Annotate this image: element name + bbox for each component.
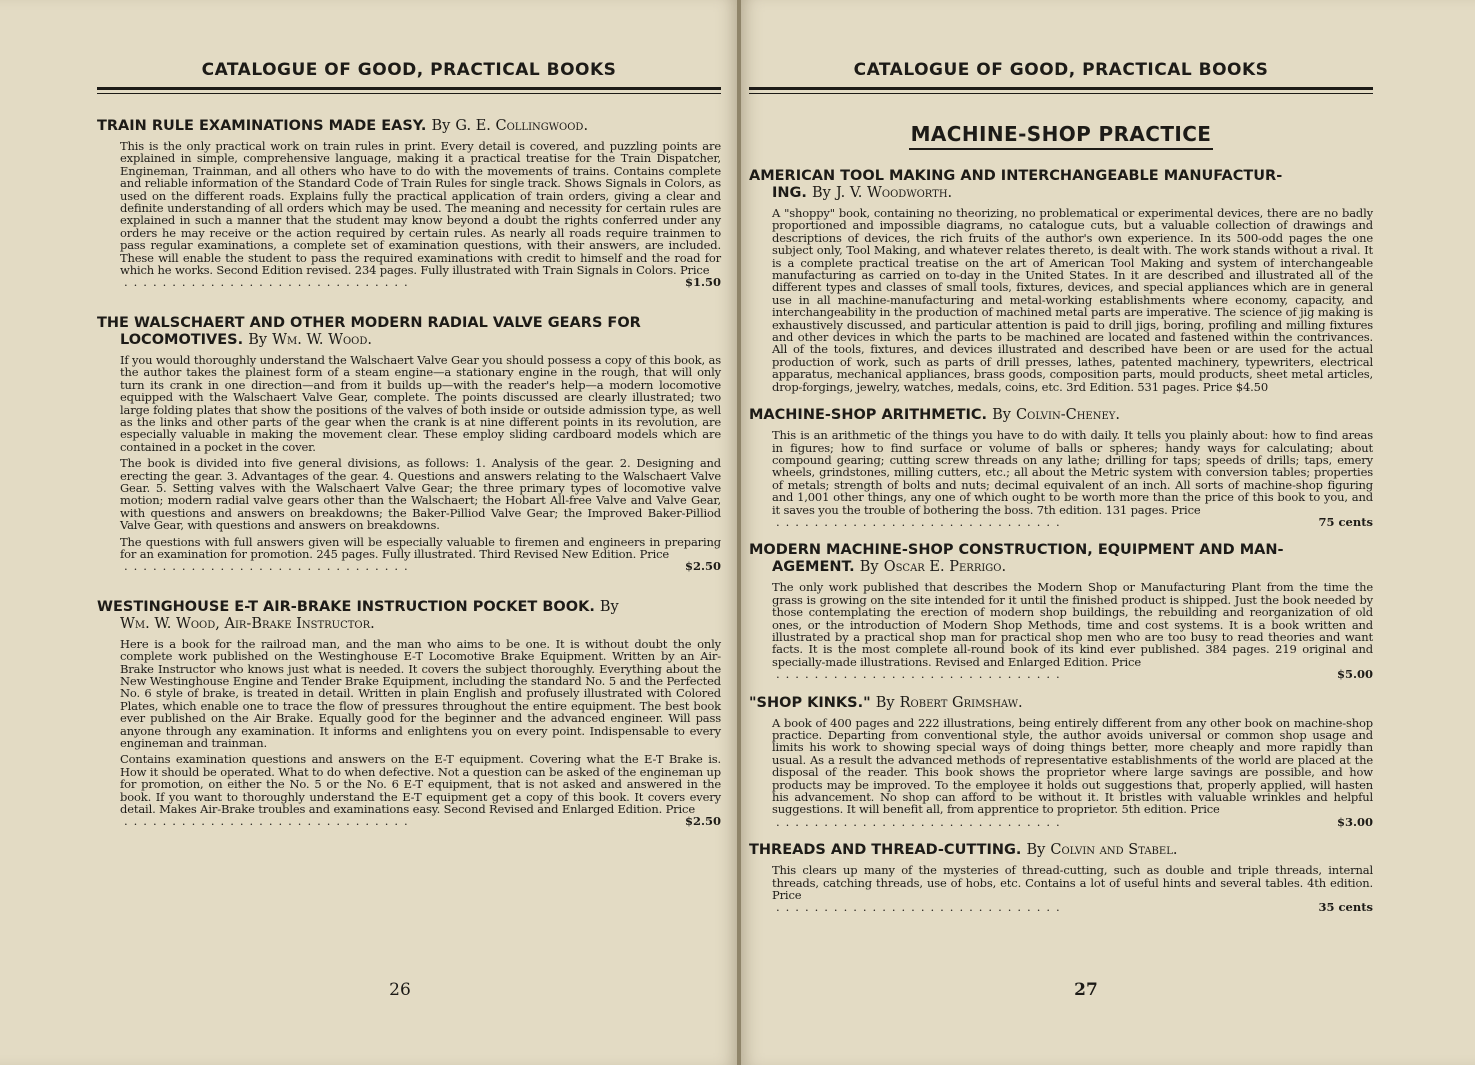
book-entry	[749, 407, 1373, 528]
page-number: 26	[389, 980, 411, 1000]
price-line: .............................. $3.00	[776, 814, 1373, 829]
price: $1.50	[684, 275, 721, 290]
entry-title: MODERN MACHINE-SHOP CONSTRUCTION, EQUIPMENT AND MAN- AGEMENT. By Oscar E. Perrigo.	[749, 542, 1284, 576]
book-entry	[97, 118, 721, 289]
entry-description: The book is divided into five general divisions, as follows: 1. Analysis of the gear. 2. Designing and erecting the gear. 3. Advantages of the gear. 4. Questions and answers relating to the Walschaert Valve Gear. 5. Setting valves with the Walschaert Valve Gear; the three primary types of locomotive valve motion; modern radial valve gears other than the Walschaert; the Hobart All-free Valve and Valve Gear, with questions and answers on breakdowns; the Baker-Pilliod Valve Gear; the Improved Baker-Pilliod Valve Gear, with questions and answers on breakdowns.	[120, 456, 721, 533]
entry-description: A "shoppy" book, containing no theorizing, no problematical or experimental devices, there are no badly proportioned and impossible diagrams, no catalogue cuts, but a valuable collection of drawings and descriptions of devices, the rich fruits of the author's own experience. In its 500-odd pages the one subject only, Tool Making, and whatever relates thereto, is dealt with. The work stands without a rival. It is a complete practical treatise on the art of American Tool Making and system of interchangeable manufacturing as carried on to-day in the United States. In it are described and illustrated all of the different types and classes of small tools, fixtures, devices, and special appliances which are in general use in all machine-manufacturing and metal-working establishments where economy, capacity, and interchangeability in the production of machined metal parts are imperative. The science of jig making is exhaustively discussed, and particular attention is paid to drill jigs, boring, profiling and milling fixtures and other devices in which the parts to be machined are located and fastened within the contrivances. All of the tools, fixtures, and devices illustrated and described have been or are used for the actual production of work, such as parts of drill presses, lathes, patented machinery, typewriters, electrical apparatus, mechanical appliances, brass goods, composition parts, mould products, sheet metal articles, drop-forgings, jewelry, watches, medals, coins, etc. 3rd Edition. 531 pages. Price $4.50	[772, 206, 1373, 394]
entry-description: Here is a book for the railroad man, and the man who aims to be one. It is without doubt the only complete work published on the Westinghouse E-T Locomotive Brake Equipment. Written by an Air-Brake Instructor who knows just what is needed. It covers the subject thoroughly. Everything about the New Westinghouse Engine and Tender Brake Equipment, including the standard No. 5 and the Perfected No. 6 style of brake, is treated in detail. Written in plain English and profusely illustrated with Colored Plates, which enable one to trace the flow of pressures throughout the entire equipment. The best book ever published on the Air Brake. Equally good for the beginner and the advanced engineer. Will pass anyone through any examination. It informs and enlightens you on every point. Indispensable to every engineman and trainman.	[120, 636, 721, 751]
price: $5.00	[1336, 667, 1373, 682]
book-entry	[749, 842, 1373, 914]
right-page	[739, 0, 1475, 1065]
entry-title: THREADS AND THREAD-CUTTING. By Colvin and Stabel.	[749, 842, 1178, 859]
price-line: .............................. $2.50	[124, 814, 721, 829]
header-rule	[97, 87, 721, 94]
header-rule	[749, 87, 1373, 94]
entry-description: This is the only practical work on train rules in print. Every detail is covered, and puzzling points are explained in simple, comprehensive language, making it a practical treatise for the Train Dispatcher, Engineman, Trainman, and all others who have to do with the movements of trains. Contains complete and reliable information of the Standard Code of Train Rules for single track. Shows Signals in Colors, as used on the different roads. Explains fully the practical application of train orders, giving a clear and definite understanding of all orders which may be used. The meaning and necessity for certain rules are explained in such a manner that the student may know beyond a doubt the rights conferred under any orders he may receive or the action required by certain rules. As nearly all roads require trainmen to pass regular examinations, a complete set of examination questions, with their answers, are included. These will enable the student to pass the required examinations with credit to himself and the road for which he works. Second Edition revised. 234 pages. Fully illustrated with Train Signals in Colors. Price	[120, 139, 721, 278]
price-line: .............................. $2.50	[124, 559, 721, 574]
price: $2.50	[684, 559, 721, 574]
price: $2.50	[684, 814, 721, 829]
page-number: 27	[1074, 980, 1098, 1000]
running-head: CATALOGUE OF GOOD, PRACTICAL BOOKS	[853, 60, 1269, 80]
entry-title: MACHINE-SHOP ARITHMETIC. By Colvin-Cheney.	[749, 407, 1120, 424]
entry-title: "SHOP KINKS." By Robert Grimshaw.	[749, 694, 1023, 711]
book-entry	[749, 695, 1373, 829]
entry-description: This is an arithmetic of the things you have to do with daily. It tells you plainly about: how to find areas in figures; how to find surface or volume of balls or spheres; handy ways for calculating; about compound gearing; cutting screw threads on any lathe; drilling for taps; speeds of drills; taps, emery wheels, grindstones, milling cutters, etc.; all about the Metric system with conversion tables; properties of metals; strength of bolts and nuts; decimal equivalent of an inch. All sorts of machine-shop figuring and 1,001 other things, any one of which ought to be worth more than the price of this book to you, and it saves you the trouble of bothering the boss. 7th edition. 131 pages. Price	[772, 428, 1373, 517]
running-head: CATALOGUE OF GOOD, PRACTICAL BOOKS	[201, 60, 617, 80]
entry-description: A book of 400 pages and 222 illustrations, being entirely different from any other book on machine-shop practice. Departing from conventional style, the author avoids universal or common shop usage and limits his work to showing special ways of doing things better, more cheaply and more rapidly than usual. As a result the advanced methods of representative establishments of the world are placed at the disposal of the reader. This book shows the proprietor where large savings are possible, and how products may be improved. To the employee it holds out suggestions that, properly applied, will hasten his advancement. No shop can afford to be without it. It bristles with valuable wrinkles and helpful suggestions. It will benefit all, from apprentice to proprietor. 5th edition. Price	[772, 715, 1373, 817]
book-gutter	[737, 0, 741, 1065]
price-line: .............................. 35 cents	[776, 900, 1373, 915]
price: 35 cents	[1318, 900, 1373, 915]
price: 75 cents	[1318, 514, 1373, 529]
book-entry	[97, 315, 721, 573]
price: $3.00	[1336, 814, 1373, 829]
entry-description: If you would thoroughly understand the Walschaert Valve Gear you should possess a copy of this book, as the author takes the plainest form of a steam engine—a stationary engine in the rough, that will only turn its crank in one direction—and from it builds up—with the reader's help—a modern locomotive equipped with the Walschaert Valve Gear, complete. The points discussed are clearly illustrated; two large folding plates that show the positions of the valves of both inside or outside admission type, as well as the links and other parts of the gear when the crank is at nine different points in its revolution, are especially valuable in making the movement clear. These employ sliding cardboard models which are contained in a pocket in the cover.	[120, 352, 721, 454]
price-line: .............................. $5.00	[776, 667, 1373, 682]
entry-title: WESTINGHOUSE E-T AIR-BRAKE INSTRUCTION POCKET BOOK. By Wm. W. Wood, Air-Brake Instructor.	[97, 598, 619, 632]
price-line: .............................. $1.50	[124, 275, 721, 290]
entry-description: This clears up many of the mysteries of thread-cutting, such as double and triple threads, internal threads, catching threads, use of hobs, etc. Contains a lot of useful hints and several tables. 4th edition. Price	[772, 863, 1373, 903]
book-entry	[749, 168, 1373, 393]
entry-title: THE WALSCHAERT AND OTHER MODERN RADIAL VALVE GEARS FOR LOCOMOTIVES. By Wm. W. Wood.	[97, 314, 641, 348]
price-line: .............................. 75 cents	[776, 514, 1373, 529]
entry-description: The only work published that describes the Modern Shop or Manufacturing Plant from the time the grass is growing on the site intended for it until the finished product is shipped. Just the book needed by those contemplating the erection of modern shop buildings, the rebuilding and reorganization of old ones, or the introduction of Modern Shop Methods, time and cost systems. It is a book written and illustrated by a practical shop man for practical shop men who are too busy to read theories and want facts. It is the most complete all-round book of its kind ever published. 384 pages. 219 original and specially-made illustrations. Revised and Enlarged Edition. Price	[772, 580, 1373, 669]
entry-title: TRAIN RULE EXAMINATIONS MADE EASY. By G. E. Collingwood.	[97, 118, 589, 134]
section-title: MACHINE-SHOP PRACTICE	[749, 122, 1373, 146]
book-entry	[97, 599, 721, 828]
entry-description: Contains examination questions and answers on the E-T equipment. Covering what the E-T Brake is. How it should be operated. What to do when defective. Not a question can be asked of the engineman up for promotion, on either the No. 5 or the No. 6 E-T equipment, that is not asked and answered in the book. If you want to thoroughly understand the E-T equipment get a copy of this book. It covers every detail. Makes Air-Brake troubles and examinations easy. Second Revised and Enlarged Edition. Price	[120, 752, 721, 817]
entry-title: AMERICAN TOOL MAKING AND INTERCHANGEABLE MANUFACTUR- ING. By J. V. Woodworth.	[749, 168, 1283, 201]
entry-description: The questions with full answers given will be especially valuable to firemen and engineers in preparing for an examination for promotion. 245 pages. Fully illustrated. Third Revised New Edition. Price	[120, 534, 721, 561]
book-entry	[749, 542, 1373, 680]
